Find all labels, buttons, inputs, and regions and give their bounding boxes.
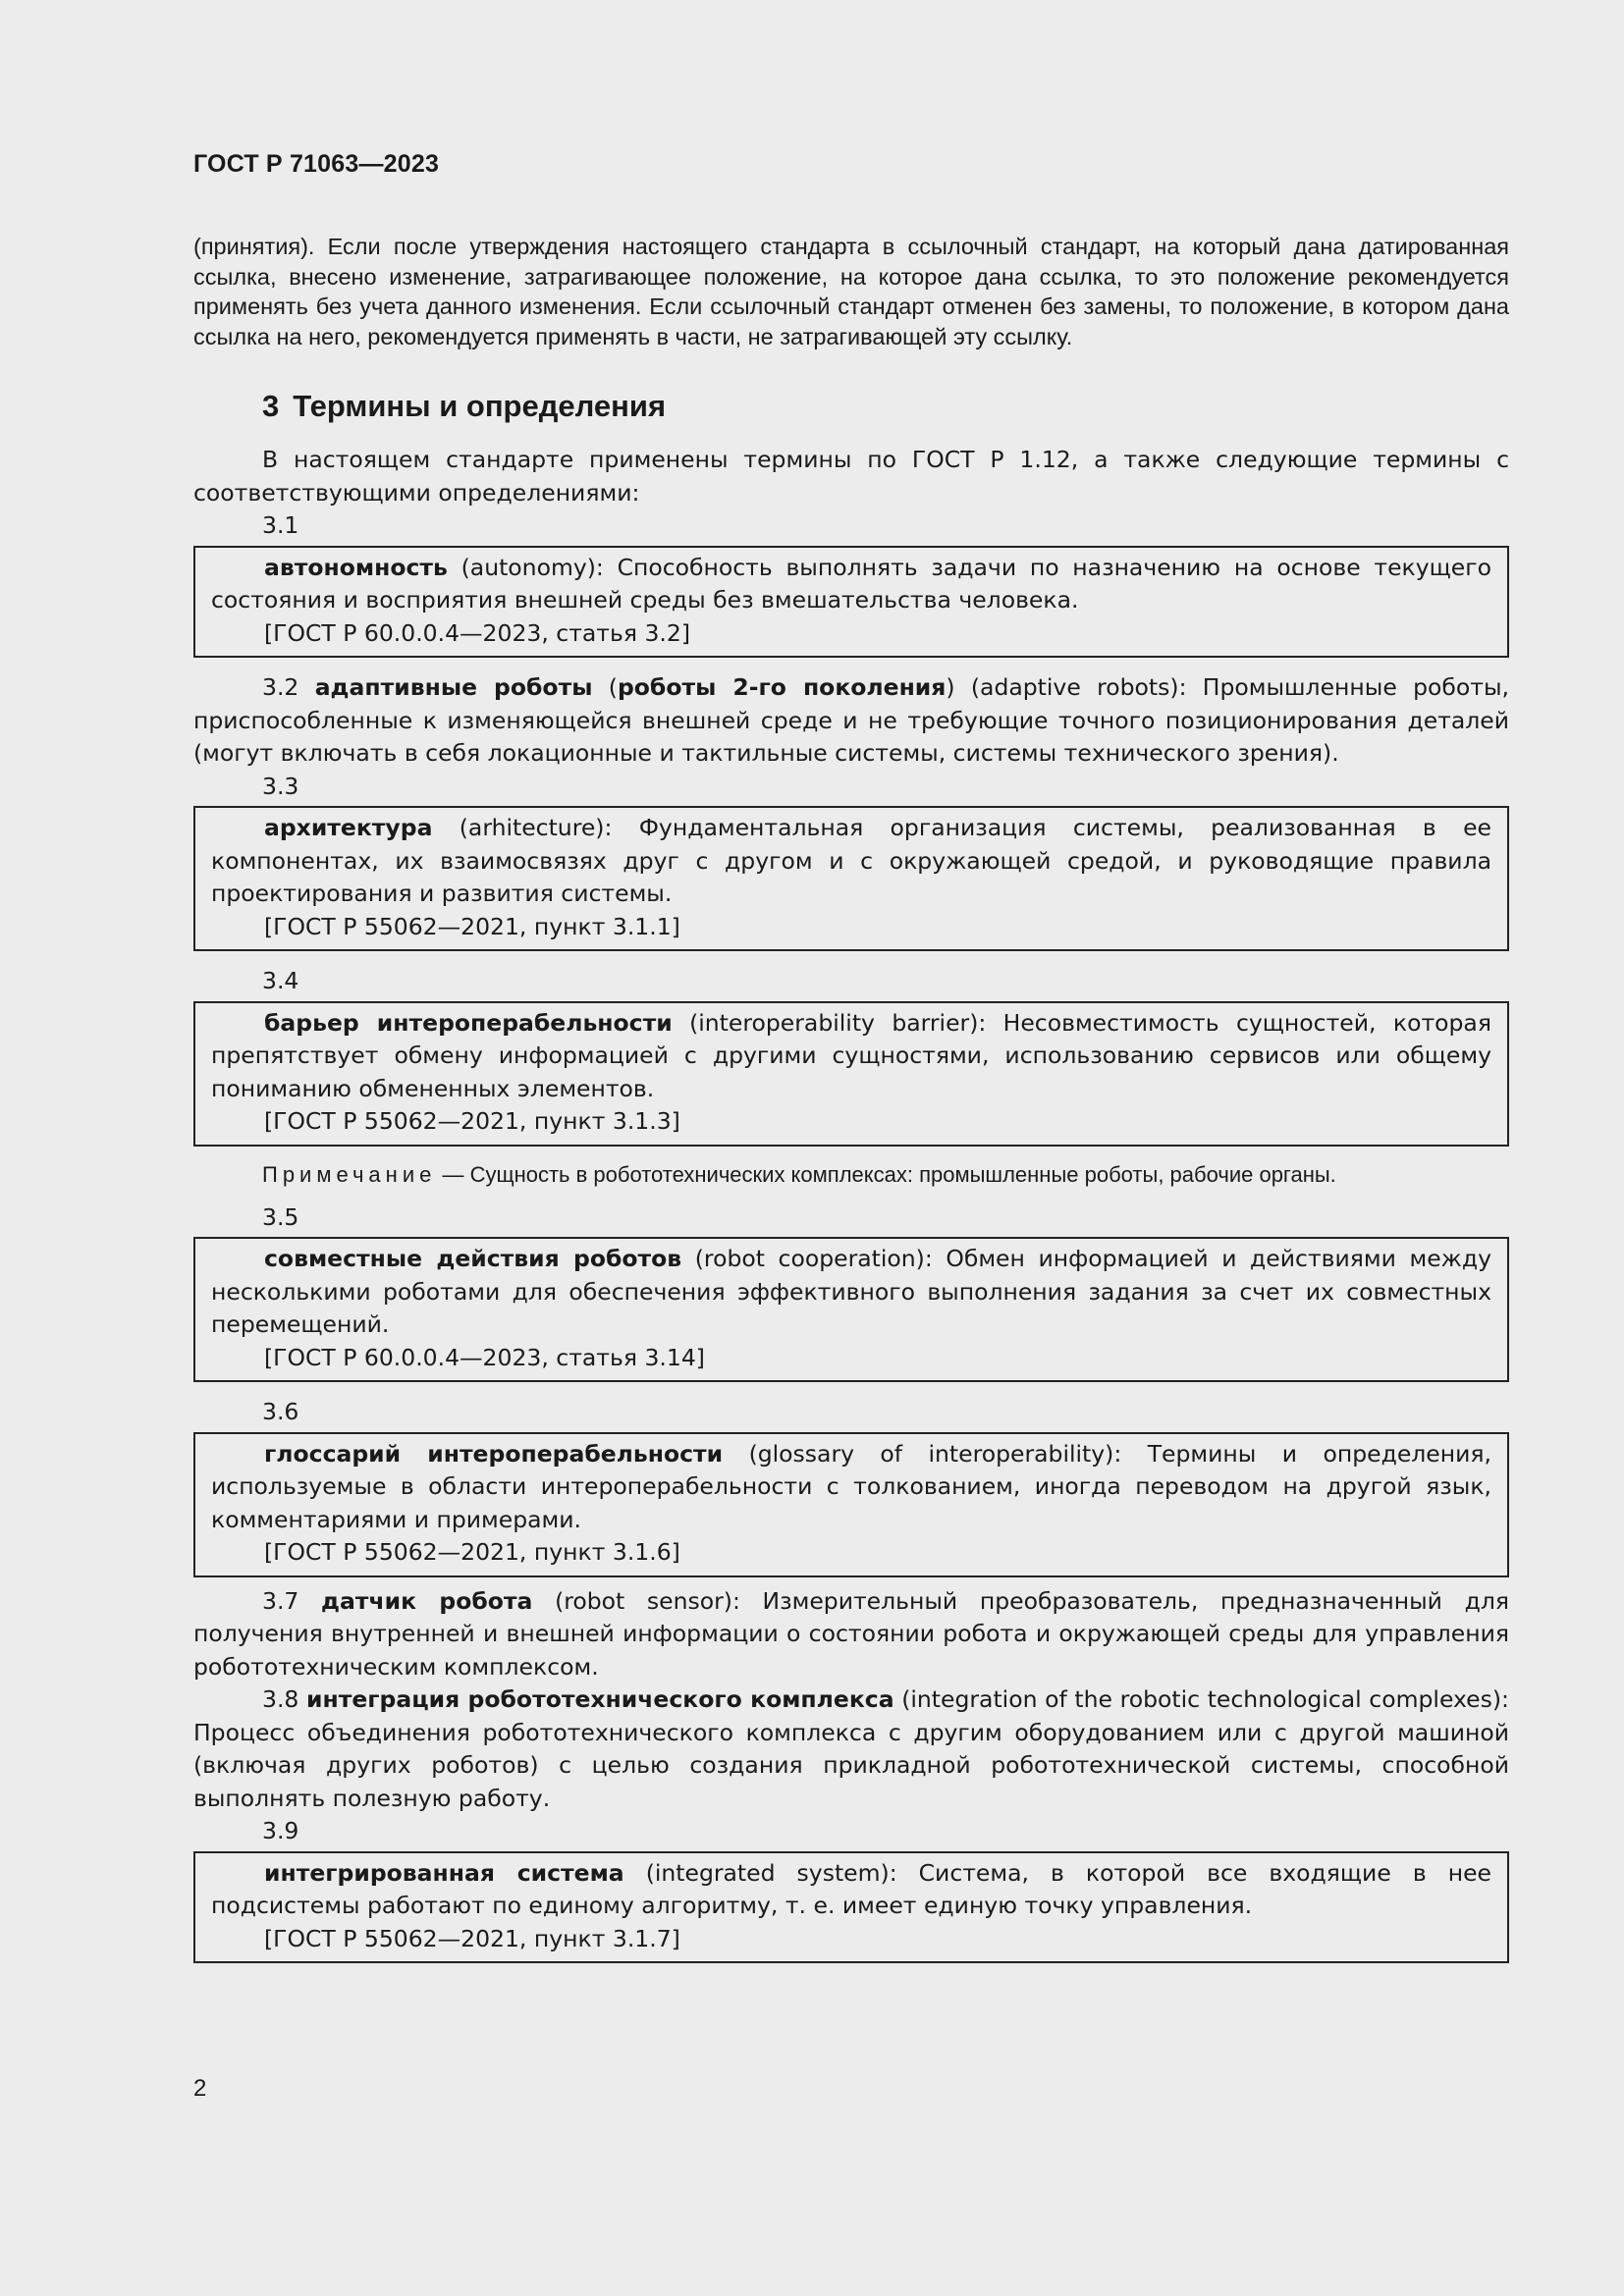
term-name: автономность xyxy=(264,553,448,581)
term-source: [ГОСТ Р 55062—2021, пункт 3.1.3] xyxy=(264,1107,680,1135)
term-source: [ГОСТ Р 55062—2021, пункт 3.1.6] xyxy=(264,1538,680,1566)
term-number: 3.1 xyxy=(262,511,299,539)
term-definition xyxy=(211,1007,1491,1106)
term-number: 3.3 xyxy=(262,772,299,800)
section-number: 3 xyxy=(262,389,280,423)
term-synonym: роботы 2-го поколения xyxy=(617,673,947,701)
document-page xyxy=(193,147,1509,1971)
term-text: : Способность выполнять задачи по назначению на основе текущего состояния и восприятия внешней среды без вмешательства человека. xyxy=(211,553,1491,614)
term-definition xyxy=(211,1243,1491,1342)
term-number: 3.8 xyxy=(262,1685,299,1713)
term-text: : Обмен информацией и действиями между несколькими роботами для обеспечения эффективного выполнения задания за счет их совместных перемещений. xyxy=(211,1245,1491,1338)
note-label: Примечание xyxy=(262,1161,437,1187)
term-number: 3.2 xyxy=(262,673,299,701)
terms-body xyxy=(193,444,1509,1963)
term-english: (integration of the robotic technological complexes) xyxy=(901,1685,1502,1713)
term-source: [ГОСТ Р 55062—2021, пункт 3.1.7] xyxy=(264,1924,680,1952)
term-text: : Измерительный преобразователь, предназначенный для получения внутренней и внешней информации о состоянии робота и окружающей среды для управления робототехническим комплексом. xyxy=(193,1586,1509,1681)
term-source: [ГОСТ Р 60.0.0.4—2023, статья 3.2] xyxy=(264,618,690,647)
term-name: датчик робота xyxy=(321,1586,533,1615)
term-name: архитектура xyxy=(264,814,433,841)
page-number: 2 xyxy=(193,2075,207,2102)
term-box-architecture xyxy=(193,806,1509,951)
term-box-integrated-system xyxy=(193,1851,1509,1964)
term-definition xyxy=(211,1857,1491,1923)
note-text: — Сущность в робототехнических комплексах: промышленные роботы, рабочие органы. xyxy=(442,1161,1336,1187)
term-box-autonomy xyxy=(193,546,1509,659)
term-paren: ) xyxy=(946,673,955,701)
term-source: [ГОСТ Р 55062—2021, пункт 3.1.1] xyxy=(264,912,680,940)
term-name: барьер интероперабельности xyxy=(264,1008,673,1037)
term-definition xyxy=(211,812,1491,911)
term-definition xyxy=(211,1438,1491,1537)
term-name: адаптивные роботы xyxy=(314,673,593,701)
term-box-glossary xyxy=(193,1432,1509,1577)
term-name: глоссарий интероперабельности xyxy=(264,1439,724,1468)
term-number: 3.9 xyxy=(262,1817,299,1844)
section-title xyxy=(193,387,1509,426)
term-name: интеграция робототехнического комплекса xyxy=(306,1685,894,1713)
term-text: : Несовместимость сущностей, которая препятствует обмену информацией с другими сущностями, использованию сервисов или общему пониманию обмененных элементов. xyxy=(211,1008,1491,1102)
term-english: (autonomy) xyxy=(460,553,596,581)
term-box-robot-cooperation xyxy=(193,1237,1509,1382)
term-name: интегрированная система xyxy=(264,1858,624,1887)
term-note xyxy=(193,1160,1509,1190)
term-number: 3.5 xyxy=(262,1202,299,1231)
term-english: (adaptive robots) xyxy=(954,673,1179,701)
term-number: 3.4 xyxy=(262,967,299,994)
term-english: (interoperability barrier) xyxy=(689,1008,979,1037)
section-title-text: Термины и определения xyxy=(293,389,667,423)
term-paragraph-integration xyxy=(193,1683,1509,1815)
term-paragraph-robot-sensor xyxy=(193,1585,1509,1684)
document-code-header: ГОСТ Р 71063—2023 xyxy=(193,150,440,178)
term-box-interoperability-barrier xyxy=(193,1001,1509,1147)
term-text: : Термины и определения, используемые в области интероперабельности с толкованием, иногда переводом на другой язык, комментариями и примерами. xyxy=(211,1439,1492,1533)
term-name: совместные действия роботов xyxy=(264,1245,682,1272)
term-english: (glossary of interoperability) xyxy=(748,1439,1114,1468)
section-lead-paragraph: В настоящем стандарте применены термины по ГОСТ Р 1.12, а также следующие термины с соответствующими определениями: xyxy=(193,446,1509,507)
term-english: (robot sensor) xyxy=(555,1586,732,1615)
intro-paragraph: (принятия). Если после утверждения настоящего стандарта в ссылочный стандарт, на который дана датированная ссылка, внесено изменение, затрагивающее положение, на которое дана ссылка, то это положение рекомендуется применять без учета данного изменения. Если ссылочный стандарт отменен без замены, то положение, в котором дана ссылка на него, рекомендуется применять в части, не затрагивающей эту ссылку. xyxy=(193,234,1509,349)
term-definition xyxy=(211,552,1491,617)
term-english: (arhitecture) xyxy=(459,814,605,841)
term-english: (integrated system) xyxy=(645,1858,890,1887)
term-english: (robot cooperation) xyxy=(694,1245,925,1272)
term-text: : Фундаментальная организация системы, реализованная в ее компонентах, их взаимосвязях друг с другом и с окружающей средой, и руководящие правила проектирования и развития системы. xyxy=(211,814,1491,907)
term-text: : Промышленные роботы, приспособленные к изменяющейся внешней среде и не требующие точного позиционирования деталей (могут включать в себя локационные и тактильные системы, системы технического зрения). xyxy=(193,673,1509,767)
term-text: : Система, в которой все входящие в нее подсистемы работают по единому алгоритму, т. е. имеет единую точку управления. xyxy=(211,1858,1491,1919)
term-text: : Процесс объединения робототехнического комплекса с другим оборудованием или с другой машиной (включая других роботов) с целью создания прикладной робототехнической системы, способной выполнять полезную работу. xyxy=(193,1685,1509,1812)
term-number: 3.6 xyxy=(262,1398,299,1425)
term-paren: ( xyxy=(592,673,618,701)
term-source: [ГОСТ Р 60.0.0.4—2023, статья 3.14] xyxy=(264,1343,705,1371)
term-paragraph-adaptive-robots xyxy=(193,671,1509,771)
term-number: 3.7 xyxy=(262,1586,299,1615)
